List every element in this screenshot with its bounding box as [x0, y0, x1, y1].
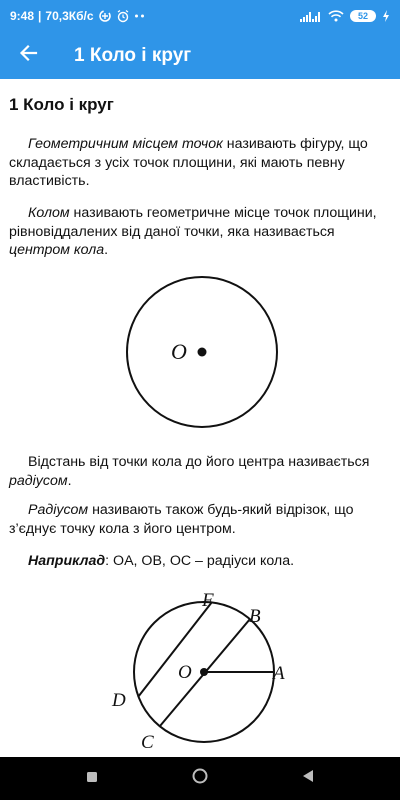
- center-label-o: O: [171, 339, 187, 364]
- term-radius-2: Радіусом: [28, 502, 89, 518]
- term-radius: радіусом: [9, 472, 68, 489]
- paragraph-locus-text: називають фігуру, що складається з усіх точок площини, які мають певну властивість.: [9, 136, 368, 189]
- status-left: [10, 9, 146, 23]
- battery-icon: [350, 10, 376, 22]
- term-center: центром кола: [9, 242, 105, 258]
- status-right: [300, 10, 390, 22]
- chord-df: [138, 602, 212, 697]
- center-point-2: [200, 668, 208, 676]
- data-saver-icon: [98, 9, 112, 23]
- paragraph-circle-text: називають геометричне місце точок площини, рівновіддалених від даної точки, яка називається: [9, 205, 377, 240]
- wifi-icon: [328, 10, 344, 22]
- label-o: O: [178, 662, 192, 683]
- app-title: 1 Коло і круг: [74, 44, 192, 66]
- paragraph-circle-end: .: [104, 242, 109, 258]
- back-triangle-icon: [301, 769, 315, 788]
- paragraph-distance-end: .: [67, 472, 72, 489]
- status-bar: [0, 0, 400, 32]
- circle-figure: [124, 275, 280, 429]
- system-nav-bar: [0, 757, 400, 800]
- nav-back-button[interactable]: [293, 764, 323, 794]
- label-c: C: [141, 732, 154, 753]
- app-bar: [0, 32, 400, 79]
- recents-button[interactable]: [77, 764, 107, 794]
- paragraph-example: [9, 552, 393, 571]
- home-circle-icon: [192, 768, 208, 789]
- net-speed: 70,3Кб/с: [45, 9, 94, 23]
- paragraph-radius-text: називають також будь-який відрізок, що з’єднує точку кола з його центром.: [9, 502, 354, 537]
- separator: |: [38, 9, 42, 23]
- example-label: Наприклад: [28, 553, 106, 569]
- radii-figure: [106, 584, 296, 757]
- signal-icon: [300, 10, 322, 22]
- term-circle: Колом: [28, 205, 70, 221]
- home-button[interactable]: [185, 764, 215, 794]
- paragraph-locus: [9, 135, 393, 191]
- term-locus: Геометричним місцем точок: [28, 136, 223, 152]
- alarm-icon: [116, 9, 130, 23]
- label-f: F: [202, 590, 214, 611]
- article-heading: 1 Коло і круг: [9, 95, 114, 114]
- example-text: : OA, OB, OC – радіуси кола.: [105, 553, 295, 569]
- charging-icon: [382, 10, 390, 22]
- paragraph-radius: [9, 501, 393, 538]
- battery-level: 52: [357, 11, 368, 21]
- paragraph-circle: [9, 204, 393, 260]
- center-point: [198, 348, 207, 357]
- label-d: D: [112, 690, 126, 711]
- recents-square-icon: [86, 770, 98, 788]
- more-dots-icon: [134, 13, 146, 19]
- label-b: B: [249, 606, 261, 627]
- status-time: 9:48: [10, 9, 35, 23]
- paragraph-distance-text: Відстань від точки кола до його центра називається: [28, 454, 370, 470]
- arrow-left-icon: [18, 43, 38, 68]
- article-content[interactable]: [0, 79, 400, 757]
- paragraph-distance: [9, 453, 393, 490]
- label-a: A: [273, 663, 285, 684]
- back-button[interactable]: [0, 32, 56, 79]
